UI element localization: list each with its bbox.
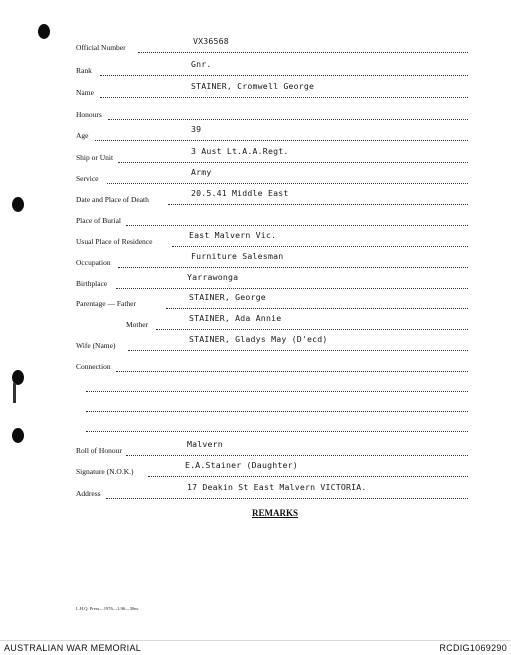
field-line-father	[166, 308, 468, 309]
field-line-age	[95, 140, 468, 141]
field-label-usual-residence: Usual Place of Residence	[76, 237, 153, 246]
field-label-signature: Signature (N.O.K.)	[76, 467, 134, 476]
field-label-ship-or-unit: Ship or Unit	[76, 153, 114, 162]
field-line-date-place-of-death	[168, 204, 468, 205]
field-line-address	[106, 498, 468, 499]
connection-extra-line	[86, 411, 468, 412]
field-line-occupation	[118, 267, 468, 268]
field-value-birthplace: Yarrawonga	[187, 272, 239, 282]
remarks-heading: REMARKS	[252, 508, 299, 518]
field-label-wife-name: Wife (Name)	[76, 341, 116, 350]
field-value-wife-name: STAINER, Gladys May (D'ecd)	[189, 334, 328, 344]
field-label-father: Parentage — Father	[76, 299, 136, 308]
archive-footer	[0, 640, 511, 655]
field-value-ship-or-unit: 3 Aust Lt.A.A.Regt.	[191, 146, 289, 156]
field-label-service: Service	[76, 174, 99, 183]
field-line-place-of-burial	[126, 225, 468, 226]
field-line-official-number	[138, 52, 468, 53]
field-value-age: 39	[191, 124, 202, 134]
field-line-wife-name	[128, 350, 468, 351]
field-value-father: STAINER, George	[189, 292, 266, 302]
punch-hole-lower	[12, 428, 24, 443]
field-label-age: Age	[76, 131, 89, 140]
field-line-name	[100, 97, 468, 98]
field-line-ship-or-unit	[118, 162, 468, 163]
field-label-name: Name	[76, 88, 94, 97]
field-value-signature: E.A.Stainer (Daughter)	[185, 460, 298, 470]
field-line-mother	[156, 329, 468, 330]
field-value-roll-of-honour: Malvern	[187, 439, 223, 449]
connection-extra-line	[86, 391, 468, 392]
field-line-service	[107, 183, 468, 184]
field-value-address: 17 Deakin St East Malvern VICTORIA.	[187, 482, 367, 492]
edge-mark	[13, 383, 16, 403]
field-value-mother: STAINER, Ada Annie	[189, 313, 282, 323]
field-label-connection: Connection	[76, 362, 111, 371]
field-value-name: STAINER, Cromwell George	[191, 81, 315, 91]
field-label-place-of-burial: Place of Burial	[76, 216, 121, 225]
field-label-official-number: Official Number	[76, 43, 126, 52]
field-label-occupation: Occupation	[76, 258, 111, 267]
field-value-service: Army	[191, 167, 212, 177]
field-label-roll-of-honour: Roll of Honour	[76, 446, 122, 455]
field-value-official-number: VX36568	[193, 36, 229, 46]
field-value-occupation: Furniture Salesman	[191, 251, 284, 261]
punch-hole-upper	[12, 197, 24, 212]
field-label-address: Address	[76, 489, 101, 498]
field-value-date-place-of-death: 20.5.41 Middle East	[191, 188, 289, 198]
printer-imprint: L.H.Q. Press—1976—1/46—30m.	[76, 606, 139, 611]
field-line-connection	[116, 371, 468, 372]
field-line-birthplace	[116, 288, 468, 289]
field-label-honours: Honours	[76, 110, 102, 119]
punch-hole-top	[38, 24, 50, 39]
field-line-rank	[100, 75, 468, 76]
field-line-signature	[148, 476, 468, 477]
field-label-mother: Mother	[126, 320, 149, 329]
field-value-rank: Gnr.	[191, 59, 212, 69]
field-line-honours	[108, 119, 468, 120]
field-value-usual-residence: East Malvern Vic.	[189, 230, 277, 240]
record-id: RCDIG1069290	[439, 643, 507, 653]
connection-extra-line	[86, 431, 468, 432]
field-label-rank: Rank	[76, 66, 92, 75]
field-line-roll-of-honour	[126, 455, 468, 456]
archive-name: AUSTRALIAN WAR MEMORIAL	[4, 643, 142, 653]
field-label-date-place-of-death: Date and Place of Death	[76, 195, 149, 204]
field-line-usual-residence	[172, 246, 468, 247]
field-label-birthplace: Birthplace	[76, 279, 108, 288]
